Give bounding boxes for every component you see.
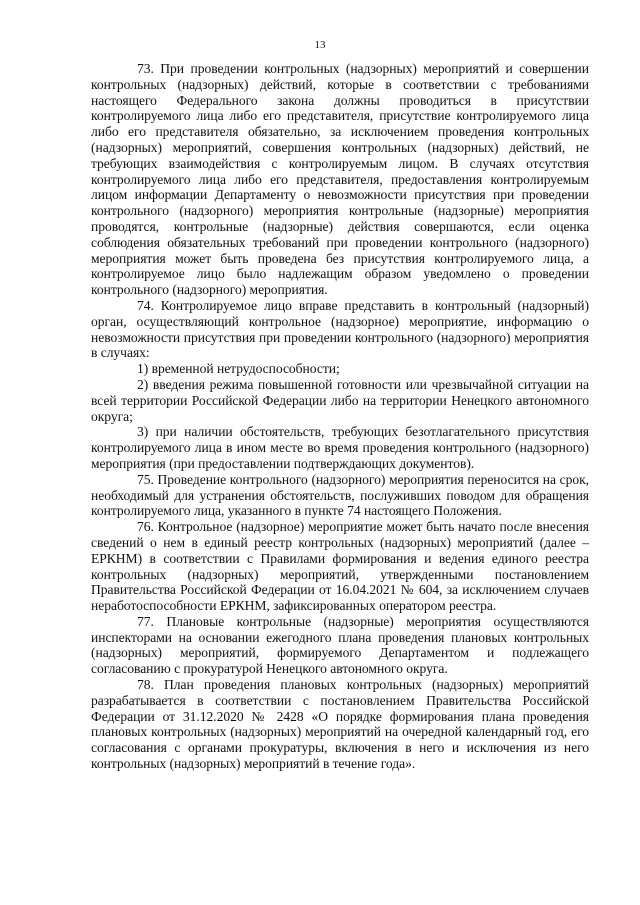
- list-item-2: 2) введения режима повышенной готовности или чрезвычайной ситуации на всей территории Российской Федерации либо на территории Ненецкого автономного округа;: [91, 376, 589, 424]
- list-item-3: 3) при наличии обстоятельств, требующих безотлагательного присутствия контролируемого лица в ином месте во время проведения контрольного (надзорного) мероприятия (при предоставлении подтверждающих документов).: [91, 424, 589, 471]
- document-body: [91, 61, 589, 772]
- paragraph-74: 74. Контролируемое лицо вправе представить в контрольный (надзорный) орган, осуществляющий контрольное (надзорное) мероприятие, информацию о невозможности присутствия при проведении контрольного (надзорного) мероприятия в случаях:: [91, 297, 589, 361]
- paragraph-77: 77. Плановые контрольные (надзорные) мероприятия осуществляются инспекторами на основании ежегодного плана проведения плановых контрольных (надзорных) мероприятий, формируемого Департаментом и подлежащего согласованию с прокуратурой Ненецкого автономного округа.: [91, 613, 589, 677]
- paragraph-75: 75. Проведение контрольного (надзорного) мероприятия переносится на срок, необходимый для устранения обстоятельств, послуживших поводом для обращения контролируемого лица, указанного в пункте 74 настоящего Положения.: [91, 471, 589, 519]
- paragraph-76: 76. Контрольное (надзорное) мероприятие может быть начато после внесения сведений о нем в единый реестр контрольных (надзорных) мероприятий (далее – ЕРКНМ) в соответствии с Правилами формирования и ведения единого реестра контрольных (надзорных) мероприятий, утвержденными постановлением Правительства Российской Федерации от 16.04.2021 № 604, за исключением случаев неработоспособности ЕРКНМ, зафиксированных оператором реестра.: [91, 519, 589, 614]
- paragraph-73: 73. При проведении контрольных (надзорных) мероприятий и совершении контрольных (надзорных) действий, которые в соответствии с требованиями настоящего Федерального закона должны проводиться в присутствии контролируемого лица либо его представителя, присутствие контролируемого лица либо его представителя обязательно, за исключением проведения контрольных (надзорных) мероприятий, совершения контрольных (надзорных) действий, не требующих взаимодействия с контролируемым лицом. В случаях отсутствия контролируемого лица либо его представителя, предоставления контролируемым лицом информации Департаменту о невозможности присутствия при проведении контрольного (надзорного) мероприятия контрольные (надзорные) мероприятия проводятся, контрольные (надзорные) действия совершаются, если оценка соблюдения обязательных требований при проведении контрольного (надзорного) мероприятия может быть проведена без присутствия контролируемого лица, а контролируемое лицо было надлежащим образом уведомлено о проведении контрольного (надзорного) мероприятия.: [91, 61, 589, 298]
- paragraph-78: 78. План проведения плановых контрольных (надзорных) мероприятий разрабатывается в соответствии с постановлением Правительства Российской Федерации от 31.12.2020 № 2428 «О порядке формирования плана проведения плановых контрольных (надзорных) мероприятий на очередной календарный год, его согласования с органами прокуратуры, включения в него и исключения из него контрольных (надзорных) мероприятий в течение года».: [91, 677, 589, 772]
- page-number: 13: [314, 39, 326, 51]
- list-item-1: 1) временной нетрудоспособности;: [137, 361, 340, 377]
